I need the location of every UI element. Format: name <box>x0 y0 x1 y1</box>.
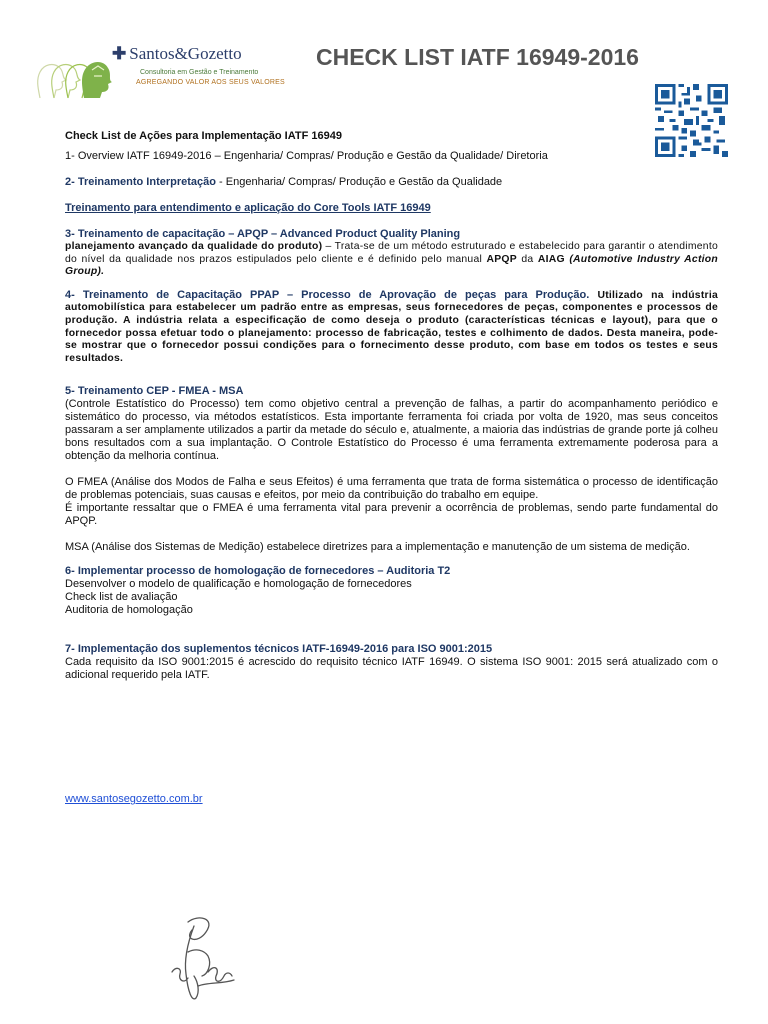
item-6-line-3: Auditoria de homologação <box>65 604 193 617</box>
puzzle-cross-icon: ✚ <box>112 44 127 63</box>
core-tools-heading: Treinamento para entendimento e aplicação do Core Tools IATF 16949 <box>65 202 431 214</box>
item-6-line-1: Desenvolver o modelo de qualificação e homologação de fornecedores <box>65 578 412 591</box>
item-1-overview: 1- Overview IATF 16949-2016 – Engenharia/ Compras/ Produção e Gestão da Qualidade/ Diretoria <box>65 150 548 162</box>
checklist-heading: Check List de Ações para Implementação IATF 16949 <box>65 130 342 142</box>
page-title: CHECK LIST IATF 16949-2016 <box>316 44 639 70</box>
website-link[interactable]: www.santosegozetto.com.br <box>65 793 203 806</box>
checklist-content <box>65 128 718 806</box>
tagline-consultoria: Consultoria em Gestão e Treinamento <box>140 69 259 76</box>
item-3-apqp-title: 3- Treinamento de capacitação – APQP – Advanced Product Quality Planing <box>65 228 461 240</box>
item-7-title: 7- Implementação dos suplementos técnicos IATF-16949-2016 para ISO 9001:2015 <box>65 643 493 656</box>
item-6-title: 6- Implementar processo de homologação de fornecedores – Auditoria T2 <box>65 565 451 578</box>
item-6-line-2: Check list de avaliação <box>65 591 178 604</box>
website-row <box>65 793 718 806</box>
item-4-ppap: 4- Treinamento de Capacitação PPAP – Processo de Aprovação de peças para Produção. Utilizado na indústria automobilística para estabelecer um padrão entre as empresas, seus fornecedores de peças, componentes e processos de produção. A indústria relata a especificação de como deseja o produto (características técnicas e layout), para que o fornecedor possa efetuar todo o planejamento: processo de fabricação, testes e colhimento de dados. Desta maneira, pode-se mostrar que o fornecedor possui condições para o fornecimento desse produto, com base em todos os testes e seus resultados. <box>65 288 718 364</box>
brand-name: ✚ Santos&Gozetto <box>112 44 242 63</box>
item-5-msa-body: MSA (Análise dos Sistemas de Medição) estabelece diretrizes para a implementação e manutenção de um sistema de medição. <box>65 541 690 554</box>
item-7-body: Cada requisito da ISO 9001:2015 é acrescido do requisito técnico IATF 16949. O sistema ISO 9001: 2015 será atualizado com o adicional requerido pela IATF. <box>65 656 718 682</box>
signature-icon <box>158 912 248 1008</box>
item-2-interpretacao: 2- Treinamento Interpretação - Engenharia/ Compras/ Produção e Gestão da Qualidade <box>65 176 503 188</box>
item-5-fmea-note: É importante ressaltar que o FMEA é uma ferramenta vital para prevenir a ocorrência de problemas, sendo parte fundamental do APQP. <box>65 502 718 528</box>
item-3-apqp-body: planejamento avançado da qualidade do produto) – Trata-se de um método estruturado e estabelecido para garantir o atendimento do nível da qualidade nos prazos estipulados pelo cliente e é definido pelo manual APQP da AIAG (Automotive Industry Action Group). <box>65 241 718 278</box>
item-5-cep-title: 5- Treinamento CEP - FMEA - MSA <box>65 385 244 398</box>
item-5-fmea-body: O FMEA (Análise dos Modos de Falha e seus Efeitos) é uma ferramenta que trata de forma sistemática o processo de identificação de problemas potenciais, suas causas e efeitos, por meio da contribuição do trabalho em equipe. <box>65 476 718 502</box>
item-5-cep-body: (Controle Estatístico do Processo) tem como objetivo central a prevenção de falhas, a partir do acompanhamento periódico e sistemático do processo, via métodos estatísticos. Esta importante ferramenta foi criada por volta de 1920, mas seus conceitos passaram a ser amplamente utilizados a partir da metade do século e, atualmente, a maioria das indústrias de grande porte já colheu bons resultados com a sua implantação. O Controle Estatístico do Processo é uma ferramenta extremamente poderosa para a obtenção da melhoria contínua. <box>65 398 718 463</box>
tagline-slogan: AGREGANDO VALOR AOS SEUS VALORES <box>136 79 285 86</box>
